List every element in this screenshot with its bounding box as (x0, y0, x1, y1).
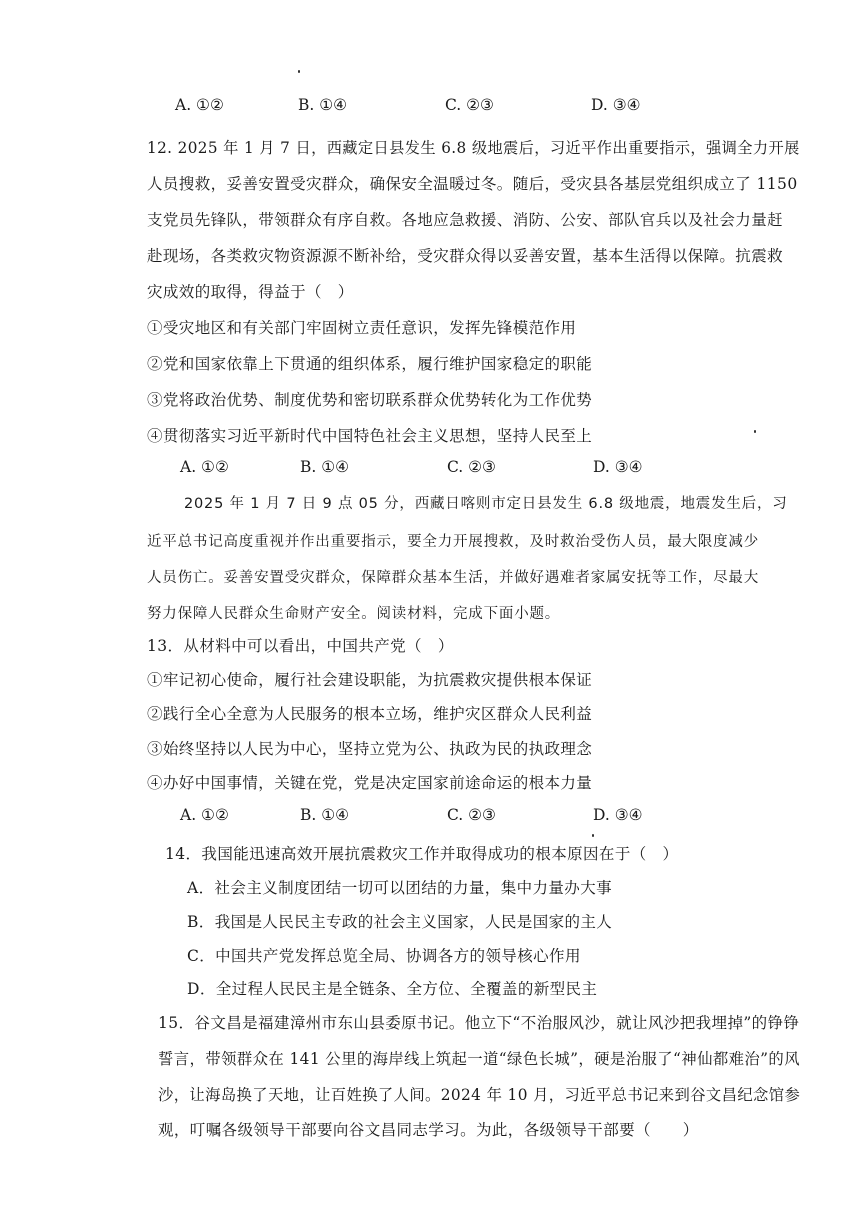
q11-option-c: C. ②③ (445, 96, 494, 114)
q14-choice-a: A．社会主义制度团结一切可以团结的力量，集中力量办大事 (187, 879, 612, 897)
q13-stem: 13．从材料中可以看出，中国共产党（ ） (147, 637, 454, 655)
q14-choice-d: D．全过程人民民主是全链条、全方位、全覆盖的新型民主 (187, 980, 598, 998)
q13-item-1: ①牢记初心使命，履行社会建设职能，为抗震救灾提供根本保证 (147, 671, 593, 689)
q11-option-a: A. ①② (175, 96, 224, 114)
q13-item-3: ③始终坚持以人民为中心，坚持立党为公、执政为民的执政理念 (147, 740, 593, 758)
material-line: 努力保障人民群众生命财产安全。阅读材料，完成下面小题。 (147, 606, 561, 622)
q12-option-d: D. ③④ (593, 458, 643, 476)
q15-stem-line: 沙，让海岛换了天地，让百姓换了人间。2024 年 10 月，习近平总书记来到谷文昌纪念馆参 (158, 1086, 801, 1104)
scan-speck (298, 70, 300, 73)
q12-item-4: ④贯彻落实习近平新时代中国特色社会主义思想，坚持人民至上 (147, 427, 593, 445)
q13-item-4: ④办好中国事情，关键在党，党是决定国家前途命运的根本力量 (147, 774, 593, 792)
q12-stem-line: 灾成效的取得，得益于（ ） (147, 283, 354, 301)
q13-option-b: B. ①④ (300, 806, 350, 824)
q12-item-1: ①受灾地区和有关部门牢固树立责任意识，发挥先锋模范作用 (147, 319, 577, 337)
q12-item-3: ③党将政治优势、制度优势和密切联系群众优势转化为工作优势 (147, 391, 593, 409)
q12-option-b: B. ①④ (300, 458, 350, 476)
q12-option-a: A. ①② (180, 458, 229, 476)
material-line: 近平总书记高度重视并作出重要指示，要全力开展搜救，及时救治受伤人员，最大限度减少 (147, 534, 759, 550)
q14-choice-c: C．中国共产党发挥总览全局、协调各方的领导核心作用 (187, 947, 581, 965)
q13-item-2: ②践行全心全意为人民服务的根本立场，维护灾区群众人民利益 (147, 705, 593, 723)
q13-option-a: A. ①② (180, 806, 229, 824)
q11-options (0, 96, 860, 118)
q12-options (0, 458, 860, 480)
q13-option-d: D. ③④ (593, 806, 643, 824)
q15-stem-line: 15．谷文昌是福建漳州市东山县委原书记。他立下“不治服风沙，就让风沙把我埋掉”的铮铮 (158, 1014, 800, 1032)
q13-options (0, 806, 860, 828)
q12-stem-line: 人员搜救，妥善安置受灾群众，确保安全温暖过冬。随后，受灾县各基层党组织成立了 1150 (147, 175, 798, 193)
q14-choice-b: B．我国是人民民主专政的社会主义国家，人民是国家的主人 (187, 913, 613, 931)
q15-stem-line: 誓言，带领群众在 141 公里的海岸线上筑起一道“绿色长城”，硬是治服了“神仙都难治”的风 (158, 1050, 800, 1068)
q11-option-b: B. ①④ (298, 96, 348, 114)
material-line: 人员伤亡。妥善安置受灾群众，保障群众基本生活，并做好遇难者家属安抚等工作，尽最大 (147, 570, 759, 586)
q12-stem-line: 支党员先锋队，带领群众有序自救。各地应急救援、消防、公安、部队官兵以及社会力量赶 (147, 211, 784, 229)
material-line: 2025 年 1 月 7 日 9 点 05 分，西藏日喀则市定日县发生 6.8 级地震，地震发生后，习 (184, 496, 788, 512)
scan-speck (754, 430, 756, 433)
q13-option-c: C. ②③ (447, 806, 496, 824)
q15-stem-line: 观，叮嘱各级领导干部要向谷文昌同志学习。为此，各级领导干部要（ ） (158, 1121, 699, 1139)
q12-item-2: ②党和国家依靠上下贯通的组织体系，履行维护国家稳定的职能 (147, 355, 593, 373)
q12-stem-line: 赴现场，各类救灾物资源源不断补给，受灾群众得以妥善安置，基本生活得以保障。抗震救 (147, 247, 784, 265)
q12-stem-line: 12. 2025 年 1 月 7 日，西藏定日县发生 6.8 级地震后，习近平作出重要指示，强调全力开展 (147, 139, 800, 157)
q14-stem: 14．我国能迅速高效开展抗震救灾工作并取得成功的根本原因在于（ ） (165, 845, 679, 863)
q11-option-d: D. ③④ (591, 96, 641, 114)
q12-option-c: C. ②③ (447, 458, 496, 476)
scan-speck (592, 834, 594, 837)
